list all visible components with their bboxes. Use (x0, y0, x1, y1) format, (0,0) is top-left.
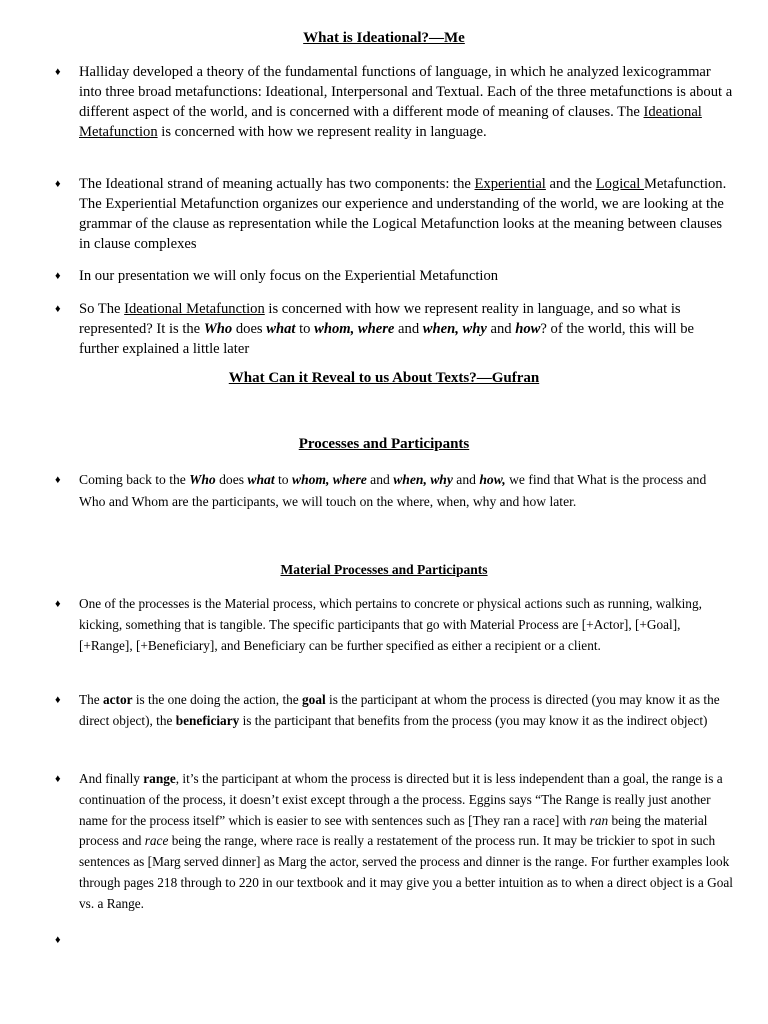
diamond-bullet-icon: ♦ (55, 773, 61, 785)
bullet-text: Coming back to the Who does what to whom, where and when, why and how, we find that What is the process and Who and Whom are the participants, we will touch on the where, when, why and how later. (79, 472, 707, 509)
diamond-bullet-icon: ♦ (55, 178, 61, 190)
list-item (55, 594, 735, 656)
bullet-text: So The Ideational Metafunction is concerned with how we represent reality in language, and so what is represented? It is the Who does what to whom, where and when, why and how? of the world, this will be further explained a little later (79, 301, 695, 357)
bullet-text: Halliday developed a theory of the fundamental functions of language, in which he analyzed lexicogrammar into three broad metafunctions: Ideational, Interpersonal and Textual. Each of the three metafunctions is about a different aspect of the world, and is concerned with a different mode of meaning of clauses. The Ideational Metafunction is concerned with how we represent reality in language. (79, 64, 733, 140)
diamond-bullet-icon: ♦ (55, 303, 61, 315)
list-item (55, 62, 735, 142)
diamond-bullet-icon: ♦ (55, 270, 61, 282)
list-item (55, 690, 735, 732)
heading-what-is-ideational: What is Ideational?—Me (303, 30, 465, 46)
list-item (55, 469, 735, 513)
bullet-text: In our presentation we will only focus on the Experiential Metafunction (79, 268, 499, 284)
diamond-bullet-icon: ♦ (55, 474, 61, 486)
list-item (55, 266, 735, 286)
list-item (55, 299, 735, 359)
link-term: Ideational Metafunction (79, 104, 702, 140)
list-item (55, 769, 735, 915)
bullet-text: And finally range, it’s the participant at whom the process is directed but it is less independent than a goal, the range is a continuation of the process, it doesn’t exist except through a the process. Eggins says “The Range is really just another name for the process itself” which is easier to see with sentences such as [They ran a race] with ran being the material process and race being the range, where race is really a restatement of the process run. It may be trickier to spot in such sentences as [Marg served dinner] as Marg the actor, served the process and dinner is the range. For further examples look through pages 218 through to 220 in our textbook and it may give you a better intuition as to when a direct object is a Goal vs. a Range. (79, 771, 733, 911)
heading-material-processes: Material Processes and Participants (280, 562, 488, 577)
diamond-bullet-icon: ♦ (55, 598, 61, 610)
heading-processes-and-participants: Processes and Participants (298, 436, 470, 452)
bullet-text: The Ideational strand of meaning actually has two components: the Experiential and the Logical Metafunction. The Experiential Metafunction organizes our experience and understanding of the world, we are looking at the grammar of the clause as representation while the Logical Metafunction looks at the meaning between clauses in clause complexes (79, 176, 727, 252)
bullet-text: One of the processes is the Material process, which pertains to concrete or physical actions such as running, walking, kicking, something that is tangible. The specific participants that go with Material Process are [+Actor], [+Goal], [+Range], [+Beneficiary], and Beneficiary can be further specified as either a recipient or a client. (79, 596, 702, 653)
heading-what-can-it-reveal: What Can it Reveal to us About Texts?—Gufran (228, 370, 540, 386)
diamond-bullet-icon: ♦ (55, 66, 61, 78)
diamond-bullet-icon: ♦ (55, 694, 61, 706)
list-item (55, 174, 735, 254)
diamond-bullet-icon: ♦ (55, 934, 61, 946)
bullet-text: The actor is the one doing the action, the goal is the participant at whom the process is directed (you may know it as the direct object), the beneficiary is the participant that benefits from the process (you may know it as the indirect object) (79, 692, 720, 728)
